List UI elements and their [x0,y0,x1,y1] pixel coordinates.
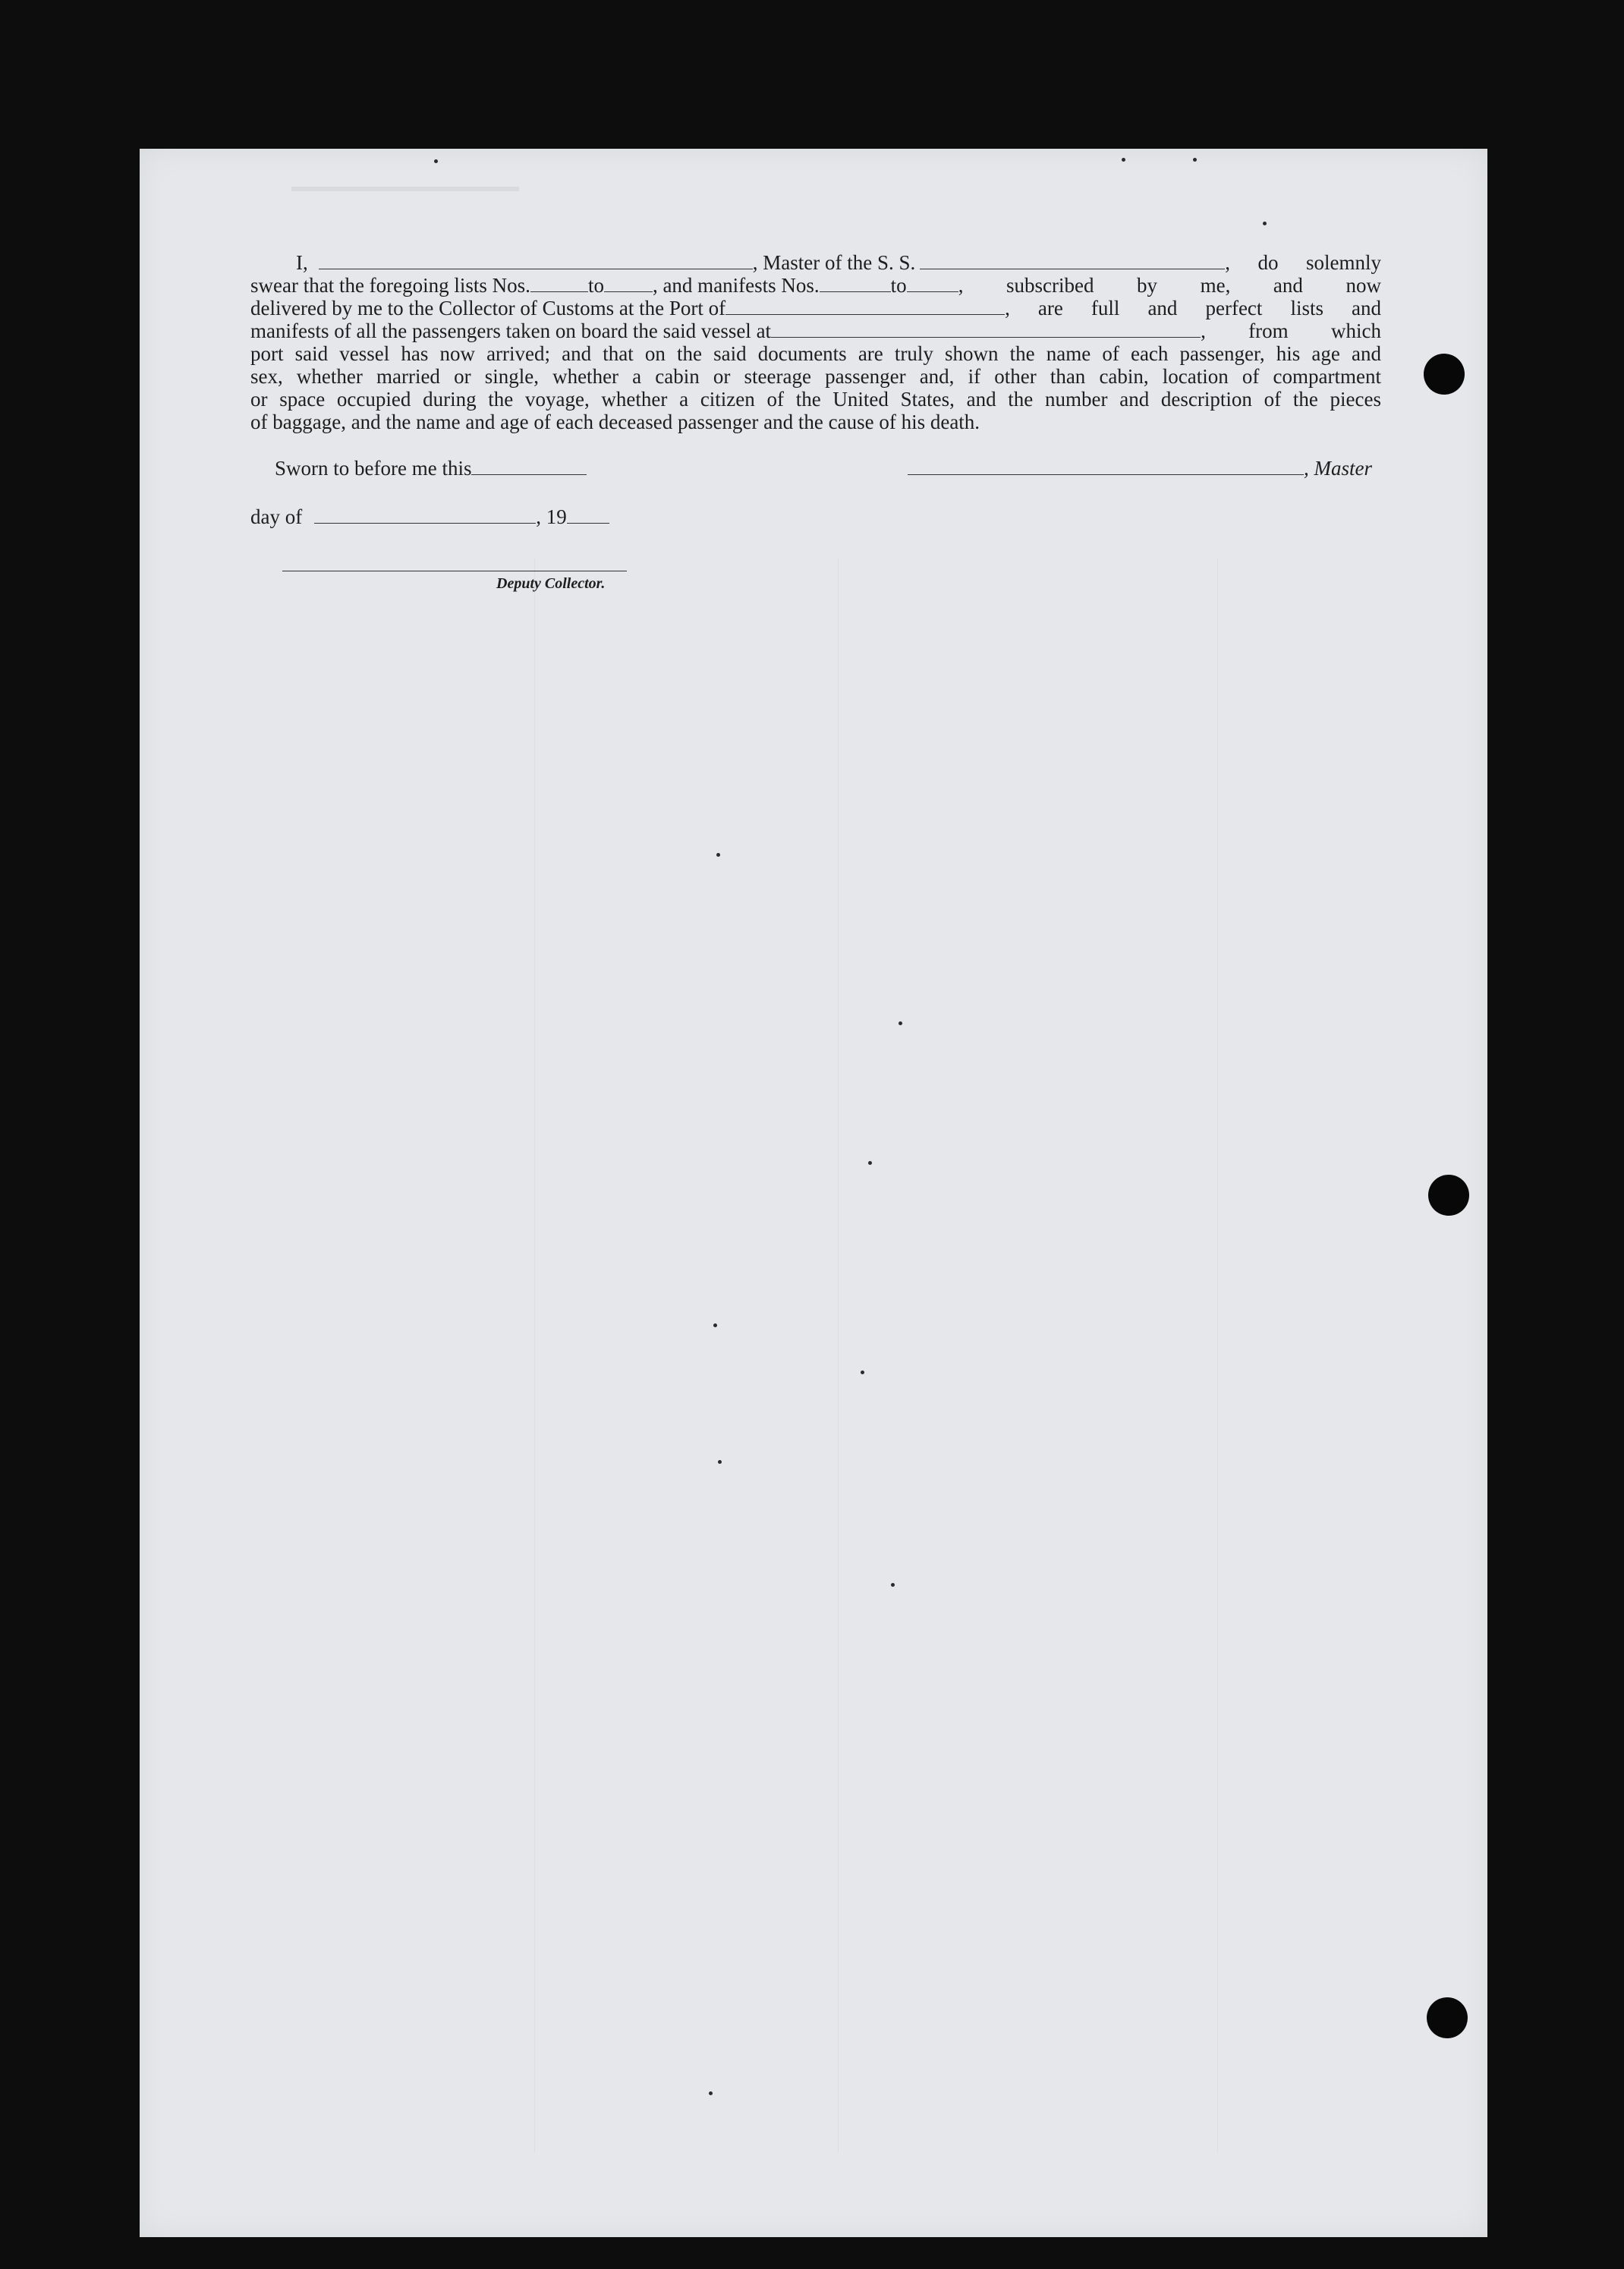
speck [1263,222,1267,225]
oath-line-2 [250,274,1381,297]
oath-text: , subscribed by me, and now [958,274,1381,297]
oath-text: delivered by me to the Collector of Customs at the Port of [250,297,726,319]
speck [434,159,438,163]
deputy-collector-label: Deputy Collector. [496,575,606,592]
departure-port-blank [771,322,1201,338]
oath-text: , from which [1201,319,1381,342]
show-through-mark [291,187,519,191]
list-to-blank [604,276,653,292]
oath-text: I, [296,251,308,274]
master-signature-blank [908,459,1304,475]
sworn-label: Sworn to before me this [275,457,472,480]
sworn-date-blank [471,459,587,475]
month-blank [314,508,536,524]
speck [868,1161,872,1165]
day-of-line [250,505,609,529]
speck [1122,158,1125,162]
oath-text: , Master of the S. S. [752,251,916,274]
show-through-rule [1217,559,1218,2152]
oath-text: manifests of all the passengers taken on board the said vessel at [250,319,772,342]
oath-line-6: sex, whether married or single, whether a cabin or steerage passenger and, if other than cabin, location of compartment [250,365,1381,388]
oath-line-7: or space occupied during the voyage, whether a citizen of the United States, and the number and description of the pieces [250,388,1381,411]
speck [899,1021,902,1025]
oath-text: to [587,274,604,297]
speck [713,1323,717,1327]
master-name-blank [319,253,753,269]
show-through-rule [534,559,535,2152]
speck [718,1460,722,1464]
oath-line-5: port said vessel has now arrived; and that on the said documents are truly shown the name of each passenger, his age and [250,342,1381,365]
speck [709,2091,713,2095]
master-label: , Master [1304,457,1372,480]
oath-line-3 [250,297,1381,319]
speck [716,853,720,857]
manifest-from-blank [820,276,891,292]
year-label: , 19 [536,505,567,528]
oath-text: , do solemnly [1225,251,1381,274]
speck [891,1583,895,1587]
oath-text: , and manifests Nos. [652,274,820,297]
oath-text: to [890,274,907,297]
punch-hole [1427,1997,1468,2038]
sworn-line [275,457,587,480]
oath-line-1 [250,251,1381,274]
master-signature-line [908,457,1372,480]
port-blank [725,299,1005,315]
list-from-blank [530,276,588,292]
punch-hole [1428,1175,1469,1216]
show-through-rule [838,559,839,2152]
speck [861,1371,864,1374]
document-page [140,149,1487,2237]
ship-name-blank [920,253,1225,269]
day-of-label: day of [250,505,303,528]
oath-line-8: of baggage, and the name and age of each deceased passenger and the cause of his death. [250,411,980,433]
speck [1193,158,1197,162]
oath-line-4 [250,319,1381,342]
oath-text: , are full and perfect lists and [1005,297,1381,319]
year-blank [567,508,609,524]
oath-text: swear that the foregoing lists Nos. [250,274,530,297]
punch-hole [1424,354,1465,395]
manifest-to-blank [907,276,958,292]
oath-paragraph [250,251,1381,433]
